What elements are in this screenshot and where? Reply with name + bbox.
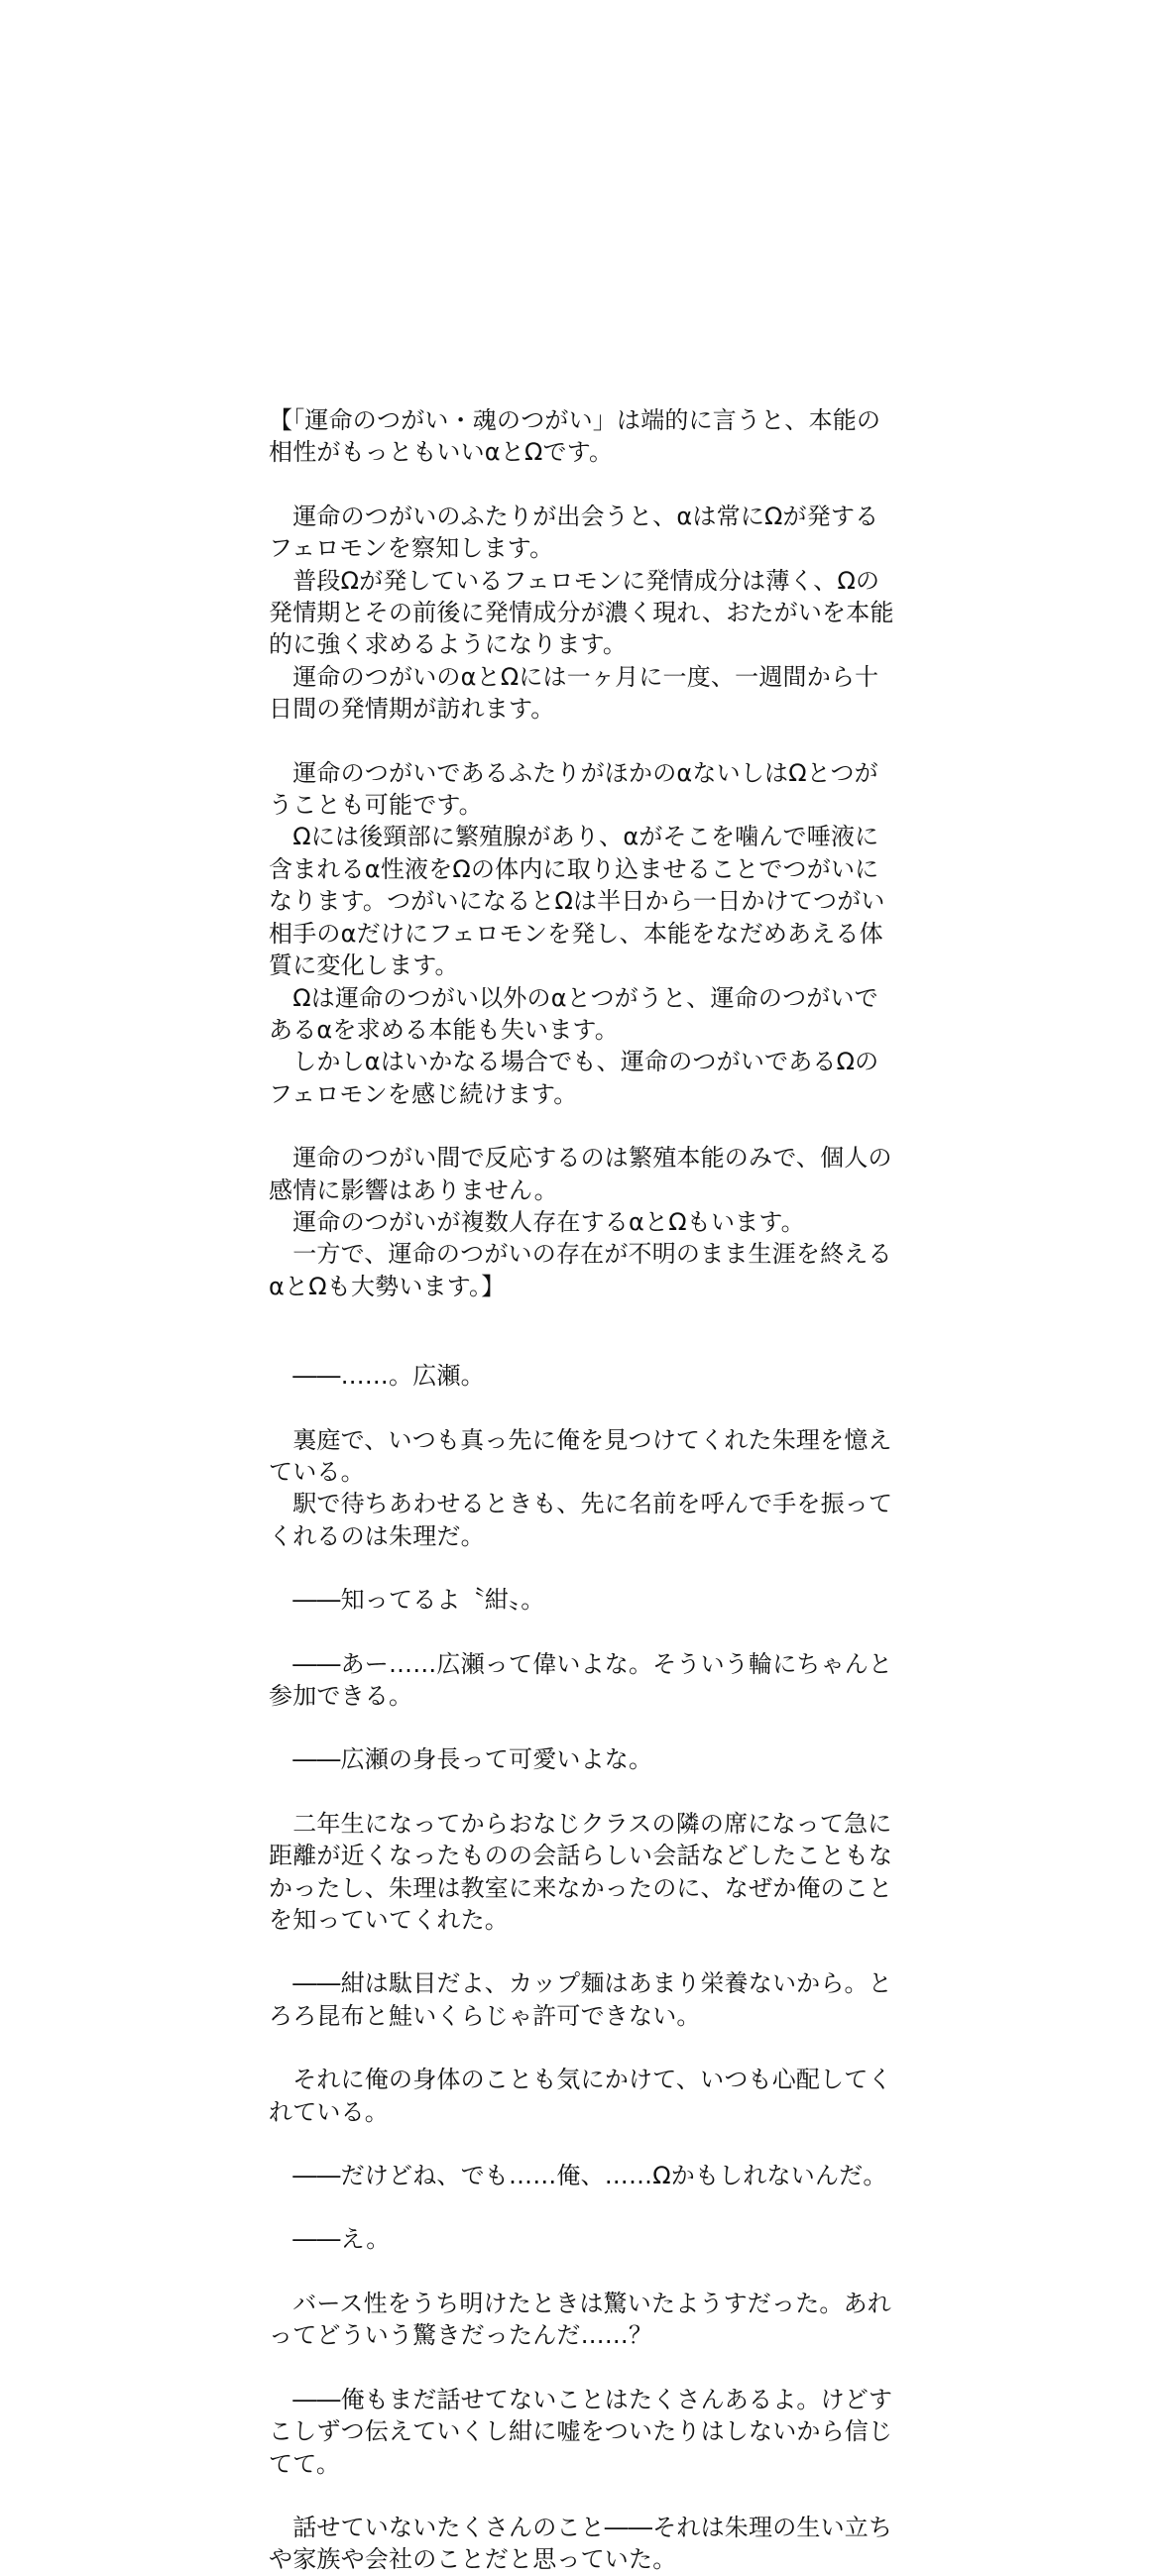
paragraph-gap: [269, 469, 895, 501]
paragraph-gap: [269, 2480, 895, 2512]
paragraph-gap: [269, 2256, 895, 2288]
paragraph-gap: [269, 1776, 895, 1808]
paragraph-narration: 裏庭で、いつも真っ先に俺を見つけてくれた朱理を憶えている。 駅で待ちあわせるときも、先に名前を呼んで手を振ってくれるのは朱理だ。: [269, 1425, 893, 1550]
paragraph-gap: [269, 2032, 895, 2064]
paragraph-narration: それに俺の身体のことも気にかけて、いつも心配してくれている。: [269, 2066, 892, 2126]
paragraph-dialogue: ――俺もまだ話せてないことはたくさんあるよ。けどすこしずつ伝えていくし紺に嘘をついたりはしないから信じてて。: [269, 2385, 893, 2478]
paragraph-gap: [269, 1936, 895, 1967]
paragraph-explanation-closing: 運命のつがい間で反応するのは繁殖本能のみで、個人の感情に影響はありません。 運命のつがいが複数人存在するαとΩもいます。 一方で、運命のつがいの存在が不明のまま生涯を終えるαとΩも大勢います。】: [269, 1144, 892, 1300]
paragraph-gap: [269, 1393, 895, 1424]
paragraph-dialogue: ――だけどね、でも……俺、……Ωかもしれないんだ。: [269, 2162, 887, 2190]
paragraph-dialogue: ――……。広瀬。: [269, 1362, 485, 1391]
paragraph-gap: [269, 1617, 895, 1648]
paragraph-explanation-pheromone: 運命のつがいのふたりが出会うと、αは常にΩが発するフェロモンを察知します。 普段Ωが発しているフェロモンに発情成分は薄く、Ωの発情期とその前後に発情成分が濃く現れ、おたがいを本能的に強く求めるようになります。 運命のつがいのαとΩには一ヶ月に一度、一週間から十日間の発情期が訪れます。: [269, 502, 894, 724]
section-gap: [269, 1302, 895, 1360]
paragraph-gap: [269, 2352, 895, 2384]
paragraph-gap: [269, 1712, 895, 1743]
paragraph-gap: [269, 1552, 895, 1584]
paragraph-dialogue: ――広瀬の身長って可愛いよな。: [269, 1745, 653, 1774]
paragraph-explanation-intro: 【「運命のつがい・魂のつがい」は端的に言うと、本能の相性がもっともいいαとΩです。: [269, 406, 881, 467]
paragraph-dialogue: ――紺は駄目だよ、カップ麺はあまり栄養ないから。とろろ昆布と鮭いくらじゃ許可できない。: [269, 1969, 892, 2030]
paragraph-narration: バース性をうち明けたときは驚いたようすだった。あれってどういう驚きだったんだ……？: [269, 2289, 891, 2350]
paragraph-gap: [269, 2191, 895, 2223]
paragraph-gap: [269, 726, 895, 757]
reading-pane[interactable]: [269, 404, 895, 2576]
paragraph-gap: [269, 1110, 895, 1142]
paragraph-dialogue: ――あー……広瀬って偉いよな。そういう輪にちゃんと参加できる。: [269, 1649, 893, 1710]
paragraph-dialogue: ――知ってるよ〝紺〟。: [269, 1586, 545, 1615]
paragraph-narration: 二年生になってからおなじクラスの隣の席になって急に距離が近くなったものの会話らしい会話などしたこともなかったし、朱理は教室に来なかったのに、なぜか俺のことを知っていてくれた。: [269, 1809, 893, 1935]
paragraph-explanation-bonding: 運命のつがいであるふたりがほかのαないしはΩとつがうことも可能です。 Ωには後頸部に繁殖腺があり、αがそこを噛んで唾液に含まれるα性液をΩの体内に取り込ませることでつがいになります。つがいになるとΩは半日から一日かけてつがい相手のαだけにフェロモンを発し、本能をなだめあえる体質に変化します。 Ωは運命のつがい以外のαとつがうと、運命のつがいであるαを求める本能も失います。 しかしαはいかなる場合でも、運命のつがいであるΩのフェロモンを感じ続けます。: [269, 758, 885, 1108]
paragraph-gap: [269, 2128, 895, 2160]
paragraph-dialogue: ――え。: [269, 2225, 391, 2254]
paragraph-narration: 話せていないたくさんのこと――それは朱理の生い立ちや家族や会社のことだと思っていた。: [269, 2513, 893, 2574]
